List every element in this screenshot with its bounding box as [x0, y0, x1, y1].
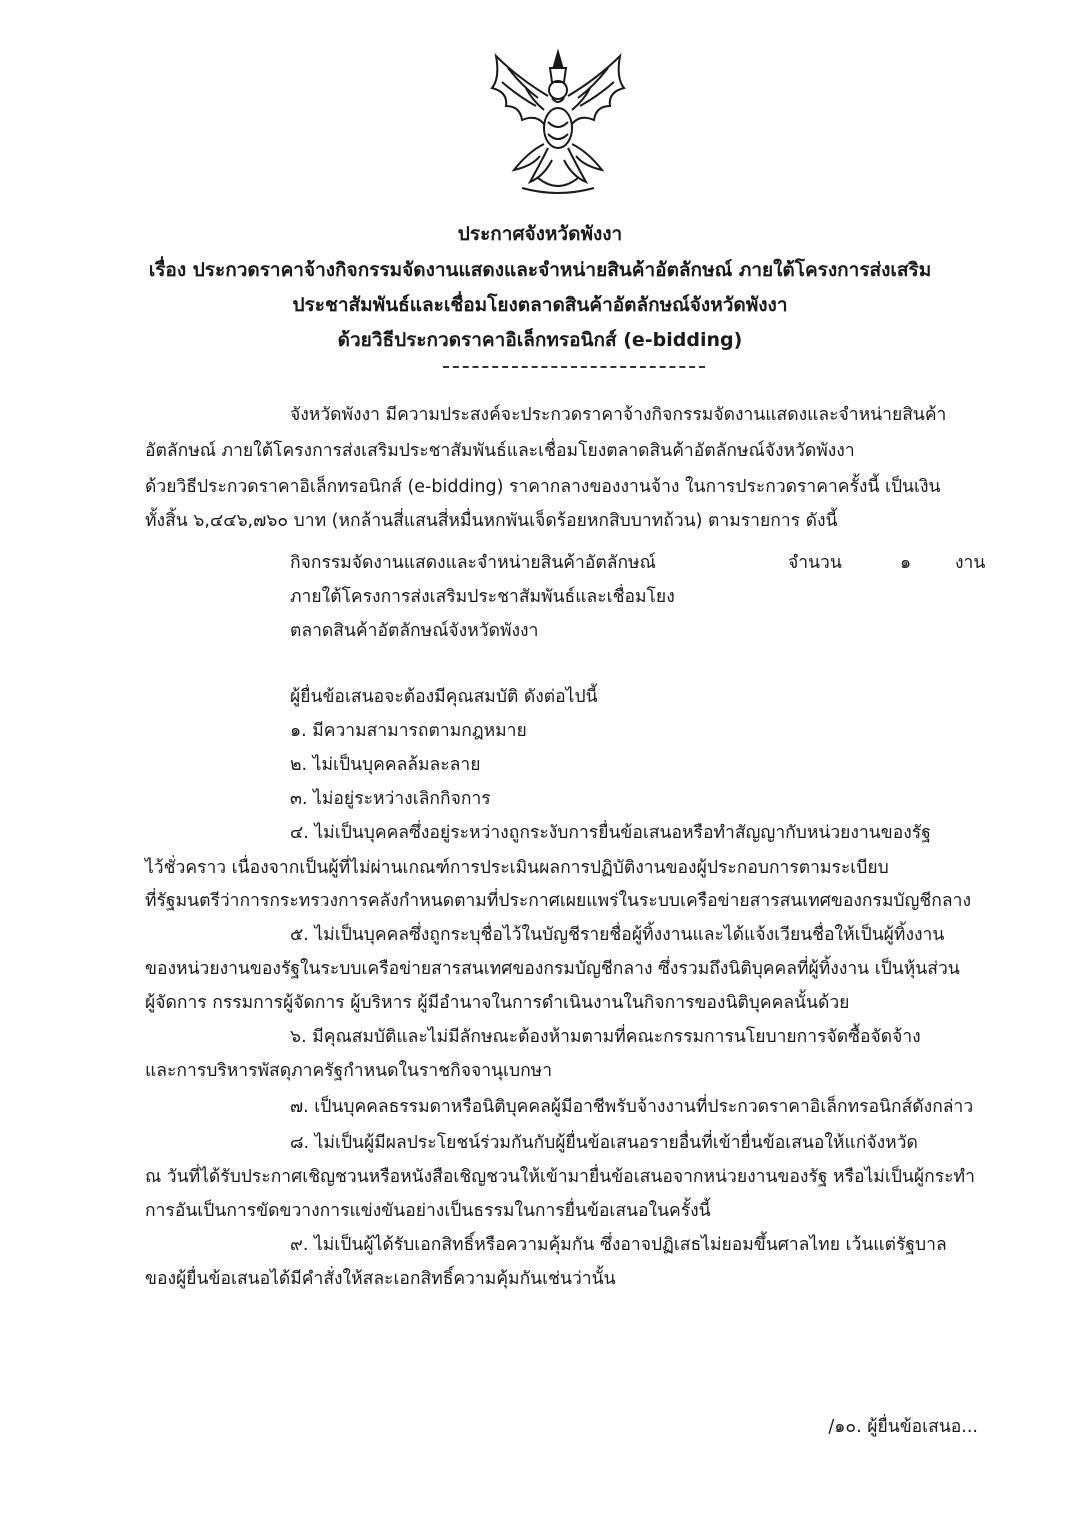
qualification-9-line-1: ๙. ไม่เป็นผู้ได้รับเอกสิทธิ์หรือความคุ้มกัน ซึ่งอาจปฏิเสธไม่ยอมขึ้นศาลไทย เว้นแต่รัฐบาล [290, 1235, 947, 1255]
qualification-3: ๓. ไม่อยู่ระหว่างเลิกกิจการ [290, 789, 491, 809]
qualification-9-line-2: ของผู้ยื่นข้อเสนอได้มีคำสั่งให้สละเอกสิทธิ์ความคุ้มกันเช่นว่านั้น [145, 1269, 616, 1289]
item-line-1: กิจกรรมจัดงานแสดงและจำหน่ายสินค้าอัตลักษณ์ [290, 553, 656, 573]
intro-line-1: จังหวัดพังงา มีความประสงค์จะประกวดราคาจ้างกิจกรรมจัดงานแสดงและจำหน่ายสินค้า [290, 405, 947, 425]
qualification-1: ๑. มีความสามารถตามกฎหมาย [290, 721, 527, 741]
qualification-4-line-3: ที่รัฐมนตรีว่าการกระทรวงการคลังกำหนดตามที่ประกาศเผยแพร่ในระบบเครือข่ายสารสนเทศของกรมบัญชีกลาง [145, 891, 971, 911]
item-line-3: ตลาดสินค้าอัตลักษณ์จังหวัดพังงา [290, 621, 539, 641]
qualification-5-line-1: ๕. ไม่เป็นบุคคลซึ่งถูกระบุชื่อไว้ในบัญชีรายชื่อผู้ทิ้งงานและได้แจ้งเวียนชื่อให้เป็นผู้ทิ้งงาน [290, 925, 945, 945]
item-quantity-value: ๑ [900, 553, 912, 573]
item-quantity-unit: งาน [955, 553, 986, 573]
qualification-6-line-1: ๖. มีคุณสมบัติและไม่มีลักษณะต้องห้ามตามที่คณะกรรมการนโยบายการจัดซื้อจัดจ้าง [290, 1027, 921, 1047]
subject-line-1: เรื่อง ประกวดราคาจ้างกิจกรรมจัดงานแสดงและจำหน่ายสินค้าอัตลักษณ์ ภายใต้โครงการส่งเสริม [148, 259, 932, 281]
qualification-8-line-1: ๘. ไม่เป็นผู้มีผลประโยชน์ร่วมกันกับผู้ยื่นข้อเสนอรายอื่นที่เข้ายื่นข้อเสนอให้แก่จังหวัด [290, 1133, 918, 1153]
intro-line-2: อัตลักษณ์ ภายใต้โครงการส่งเสริมประชาสัมพันธ์และเชื่อมโยงตลาดสินค้าอัตลักษณ์จังหวัดพังงา [145, 441, 855, 461]
qualification-4-line-2: ไว้ชั่วคราว เนื่องจากเป็นผู้ที่ไม่ผ่านเกณฑ์การประเมินผลการปฏิบัติงานของผู้ประกอบการตามระเบียบ [145, 858, 889, 878]
intro-line-4: ทั้งสิ้น ๖,๔๔๖,๗๖๐ บาท (หกล้านสี่แสนสี่หมื่นหกพันเจ็ดร้อยหกสิบบาทถ้วน) ตามรายการ ดังนี้ [145, 511, 838, 531]
item-quantity-label: จำนวน [788, 553, 842, 573]
item-line-2: ภายใต้โครงการส่งเสริมประชาสัมพันธ์และเชื่อมโยง [290, 587, 675, 607]
qualifications-heading: ผู้ยื่นข้อเสนอจะต้องมีคุณสมบัติ ดังต่อไปนี้ [290, 687, 598, 707]
qualification-8-line-3: การอันเป็นการขัดขวางการแข่งขันอย่างเป็นธรรมในการยื่นข้อเสนอในครั้งนี้ [145, 1201, 711, 1221]
intro-line-3: ด้วยวิธีประกวดราคาอิเล็กทรอนิกส์ (e-bidding) ราคากลางของงานจ้าง ในการประกวดราคาครั้งนี้ เป็นเงิน [145, 477, 941, 497]
qualification-7-line-1: ๗. เป็นบุคคลธรรมดาหรือนิติบุคคลผู้มีอาชีพรับจ้างงานที่ประกวดราคาอิเล็กทรอนิกส์ดังกล่าว [290, 1097, 974, 1117]
page-continuation-note: /๑๐. ผู้ยื่นข้อเสนอ... [828, 1417, 978, 1437]
qualification-6-line-2: และการบริหารพัสดุภาครัฐกำหนดในราชกิจจานุเบกษา [145, 1061, 553, 1081]
qualification-5-line-2: ของหน่วยงานของรัฐในระบบเครือข่ายสารสนเทศของกรมบัญชีกลาง ซึ่งรวมถึงนิติบุคคลที่ผู้ทิ้งงาน เป็นหุ้นส่วน [145, 959, 960, 979]
garuda-emblem-icon [478, 48, 638, 198]
qualification-2: ๒. ไม่เป็นบุคคลล้มละลาย [290, 755, 481, 775]
qualification-8-line-2: ณ วันที่ได้รับประกาศเชิญชวนหรือหนังสือเชิญชวนให้เข้ามายื่นข้อเสนอจากหน่วยงานของรัฐ หรือไม่เป็นผู้กระทำ [145, 1167, 975, 1187]
subject-line-3: ด้วยวิธีประกวดราคาอิเล็กทรอนิกส์ (e-bidding) [337, 329, 743, 351]
qualification-5-line-3: ผู้จัดการ กรรมการผู้จัดการ ผู้บริหาร ผู้มีอำนาจในการดำเนินงานในกิจการของนิติบุคคลนั้นด้วย [145, 993, 850, 1013]
title-divider [443, 366, 705, 368]
qualification-4-line-1: ๔. ไม่เป็นบุคคลซึ่งอยู่ระหว่างถูกระงับการยื่นข้อเสนอหรือทำสัญญากับหน่วยงานของรัฐ [290, 823, 931, 843]
subject-line-2: ประชาสัมพันธ์และเชื่อมโยงตลาดสินค้าอัตลักษณ์จังหวัดพังงา [292, 294, 788, 316]
announcement-title: ประกาศจังหวัดพังงา [457, 223, 623, 245]
